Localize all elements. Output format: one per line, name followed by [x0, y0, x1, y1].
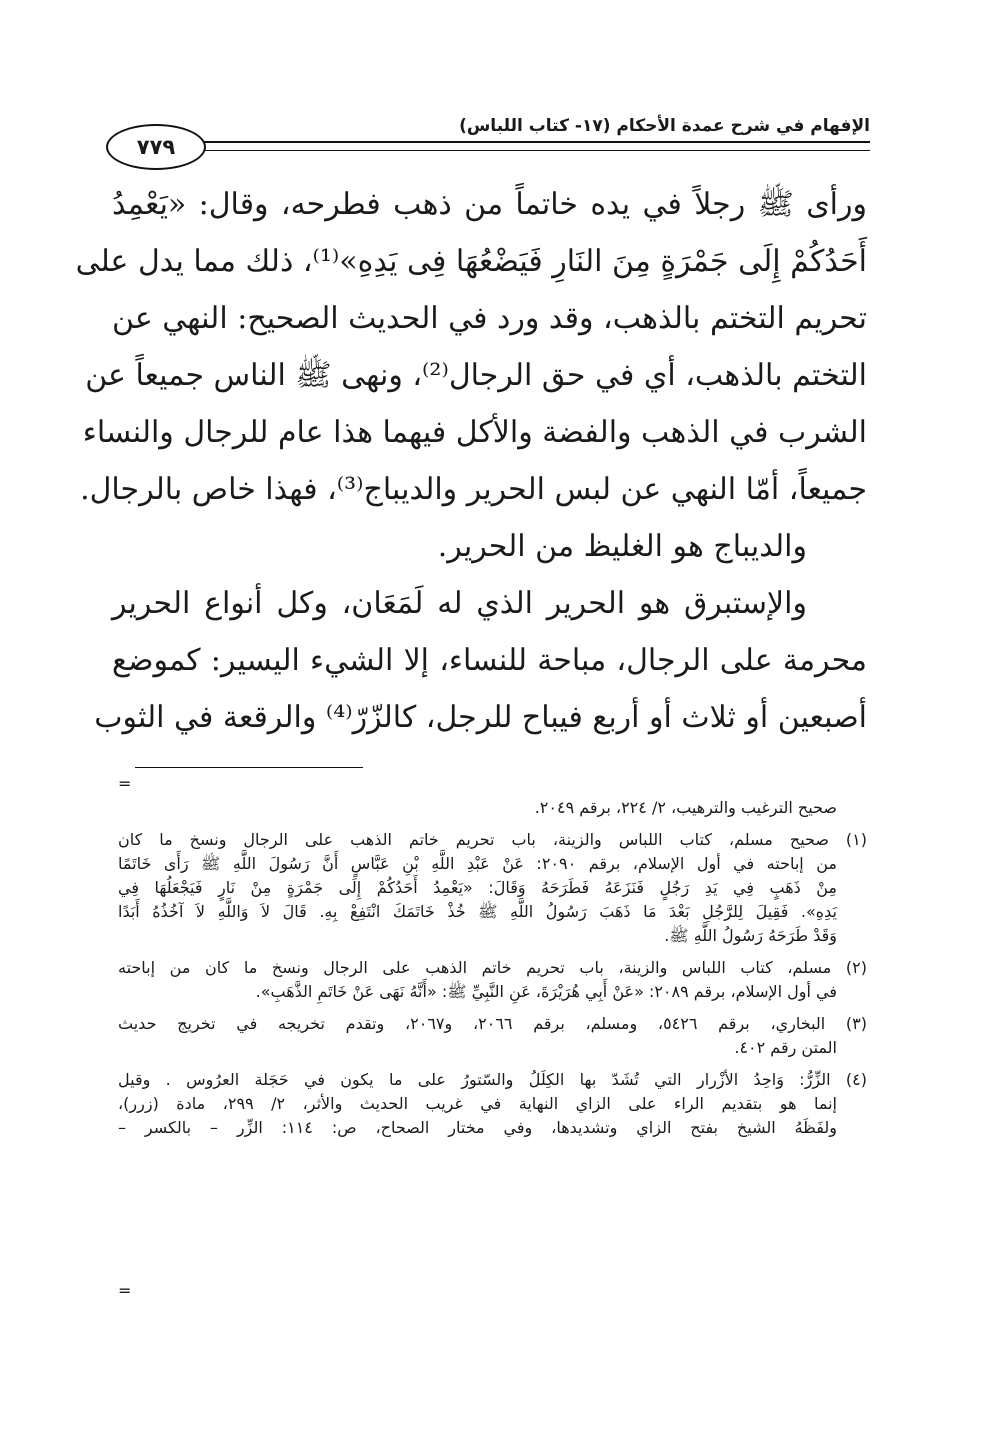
body-line: الشرب في الذهب والفضة والأكل فيهما هذا عام للرجال والنساء — [82, 415, 867, 450]
body-line: جميعاً، أمّا النهي عن لبس الحرير والديباج⁽³⁾، فهذا خاص بالرجال. — [80, 472, 867, 507]
body-line: محرمة على الرجال، مباحة للنساء، إلا الشيء اليسير: كموضع — [112, 643, 867, 678]
footnote-separator — [135, 767, 363, 768]
footnote-line: (٤) الزِّرُّ: وَاحِدُ الأزْرار التي تُشَدّ بها الكِلَلُ والسّتورُ على ما يكون في حَجَلة العرُوس . وقيل — [118, 1070, 867, 1089]
body-line: تحريم التختم بالذهب، وقد ورد في الحديث الصحيح: النهي عن — [112, 301, 867, 336]
footnote-line: (١) صحيح مسلم، كتاب اللباس والزينة، باب تحريم خاتم الذهب على الرجال ونسخ ما كان — [118, 830, 867, 849]
header-rule — [200, 141, 870, 151]
footnote-line: إنما هو بتقديم الراء على الزاي النهاية في غريب الحديث والأثر، ٢/ ٢٩٩، مادة (زرر)، — [118, 1094, 837, 1113]
main-text — [75, 176, 867, 746]
footnote-line: في أول الإسلام، برقم ٢٠٨٩: «عَنْ أَبِي هُرَيْرَةَ، عَنِ النَّبِيِّ ﷺ: «أَنَّهُ نَهَى عَنْ خَاتَمِ الذَّهَبِ». — [255, 982, 837, 1001]
continuation-mark-bottom: = — [118, 1281, 132, 1300]
body-line: أصبعين أو ثلاث أو أربع فيباح للرجل، كالزّرّ⁽⁴⁾ والرقعة في الثوب — [94, 700, 867, 735]
body-line: التختم بالذهب، أي في حق الرجال⁽²⁾، ونهى ﷺ الناس جميعاً عن — [85, 358, 867, 393]
running-header-title: الإفهام في شرح عمدة الأحكام (١٧- كتاب اللباس) — [459, 116, 870, 136]
footnote-line: مِنْ ذَهَبٍ فِي يَدِ رَجُلٍ فَنَزَعَهُ فَطَرَحَهُ وَقَالَ: «يَعْمِدُ أَحَدُكُمْ إِلَى جَمْرَةٍ مِنْ نَارٍ فَيَجْعَلُهَا فِي — [118, 878, 837, 897]
footnote-line: المتن رقم ٤٠٢. — [734, 1038, 837, 1057]
footnote-line: من إباحته في أول الإسلام، برقم ٢٠٩٠: عَنْ عَبْدِ اللَّهِ بْنِ عَبَّاسٍ أَنَّ رَسُولَ اللَّهِ ﷺ رَأَى خَاتَمًا — [118, 854, 837, 873]
footnote-line: (٣) البخاري، برقم ٥٤٢٦، ومسلم، برقم ٢٠٦٦، و٢٠٦٧، وتقدم تخريجه في تخريج حديث — [118, 1014, 868, 1033]
body-line: والإستبرق هو الحرير الذي له لَمَعَان، وكل أنواع الحرير — [112, 586, 807, 621]
continuation-mark-top: = — [118, 774, 132, 793]
body-line: ورأى ﷺ رجلاً في يده خاتماً من ذهب فطرحه، وقال: «يَعْمِدُ — [112, 187, 867, 222]
footnote-line: يَدِهِ». فَقِيلَ لِلرَّجُلِ بَعْدَ مَا ذَهَبَ رَسُولُ اللَّهِ ﷺ خُذْ خَاتَمَكَ انْتَفِعْ بِهِ. قَالَ لاَ وَاللَّهِ لاَ آخُذُهُ أَبَدًا — [118, 902, 837, 921]
footnote-line: وَقَدْ طَرَحَهُ رَسُولُ اللَّهِ ﷺ. — [664, 926, 837, 945]
footnote-line: (٢) مسلم، كتاب اللباس والزينة، باب تحريم خاتم الذهب على الرجال ونسخ ما كان من إباحته — [118, 958, 867, 977]
body-line: أَحَدُكُمْ إِلَى جَمْرَةٍ مِنَ النَارِ فَيَضْعُهَا فِى يَدِهِ»⁽¹⁾، ذلك مما يدل على — [75, 244, 867, 279]
footnote-line: ولفَظَهُ الشيخ بفتح الزاي وتشديدها، وفي مختار الصحاح، ص: ١١٤: الزِّر – بالكسر – — [118, 1118, 838, 1137]
page-number: ٧٧٩ — [106, 124, 206, 170]
body-line: والديباج هو الغليظ من الحرير. — [437, 529, 807, 564]
footnote-line: صحيح الترغيب والترهيب، ٢/ ٢٢٤، برقم ٢٠٤٩. — [534, 798, 837, 817]
footnotes — [118, 796, 867, 1140]
